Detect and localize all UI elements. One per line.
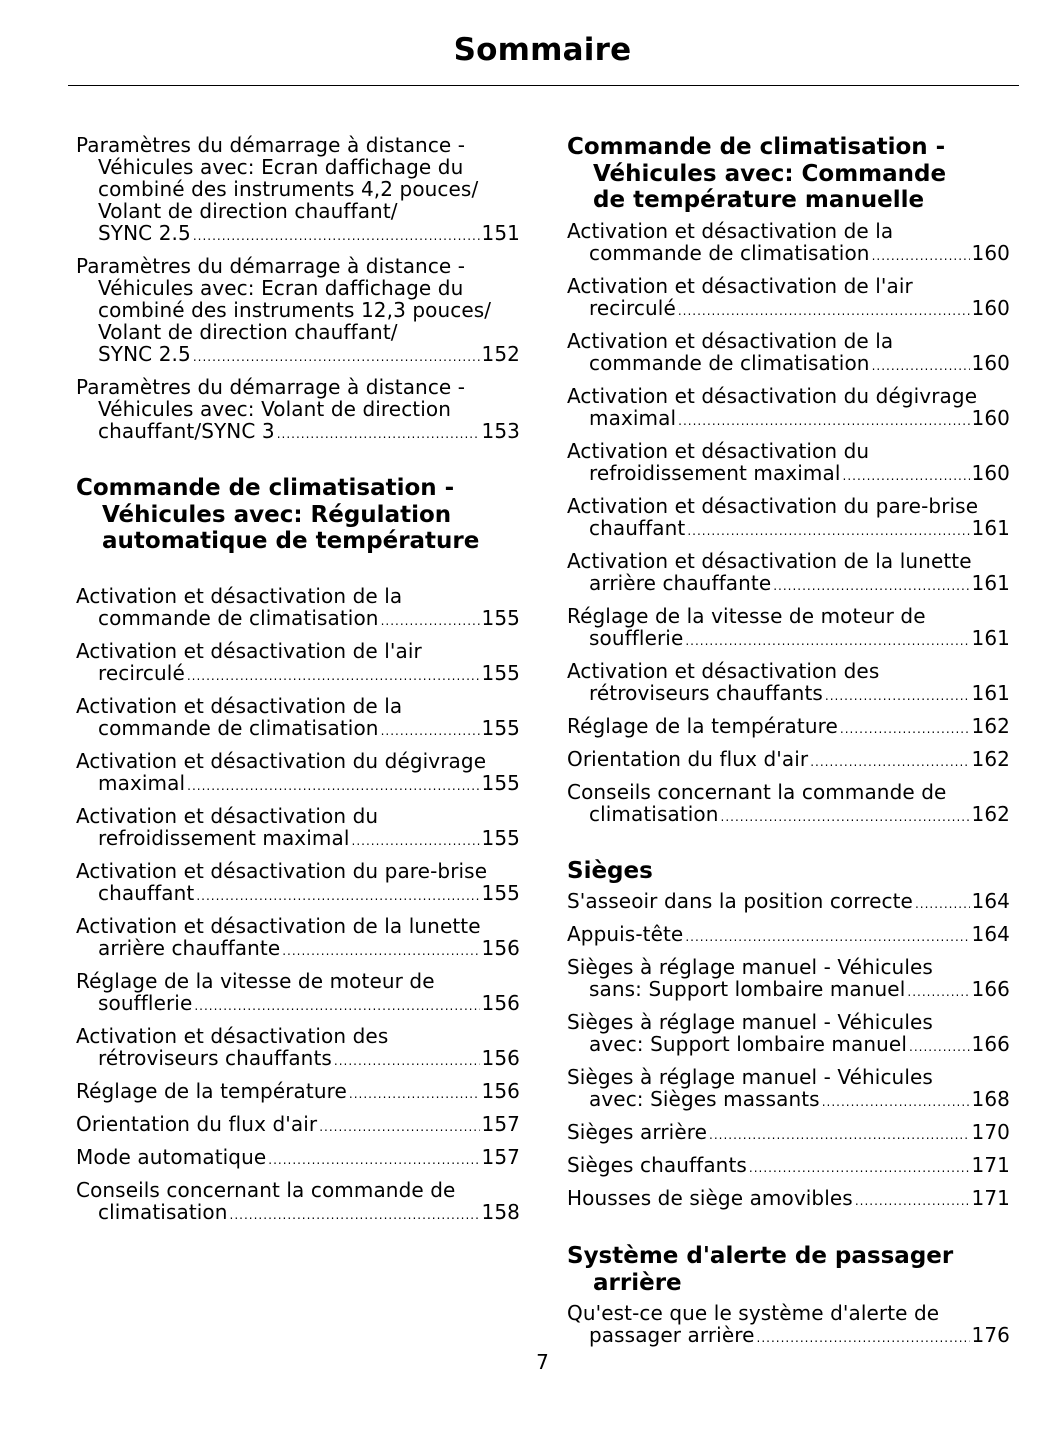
toc-entry[interactable] <box>76 750 520 797</box>
toc-entry-text: soufflerie <box>98 990 193 1015</box>
toc-entry-text: Sièges arrière <box>567 1120 708 1144</box>
toc-entry-text: chauffant <box>589 515 686 540</box>
dot-leader <box>810 751 969 773</box>
toc-page-number: 151 <box>481 221 520 245</box>
toc-page-number: 155 <box>481 715 520 740</box>
dot-leader <box>822 1091 970 1113</box>
toc-page-number: 156 <box>481 990 520 1015</box>
toc-page-number: 171 <box>971 1153 1010 1177</box>
toc-entry[interactable] <box>567 890 1010 915</box>
dot-leader <box>709 1124 969 1146</box>
toc-entry[interactable] <box>567 923 1010 948</box>
toc-entry-text: Sièges à réglage manuel - Véhicules <box>567 955 933 979</box>
toc-entry-text: Volant de direction chauffant/ <box>98 199 398 223</box>
toc-page-number: 166 <box>971 977 1010 1001</box>
toc-group-climate-auto <box>76 585 520 1226</box>
toc-entry-text: Activation et désactivation de la lunette <box>567 548 972 573</box>
toc-entry[interactable] <box>567 1154 1010 1179</box>
toc-entry-text: Activation et désactivation de la <box>76 583 403 608</box>
toc-entry[interactable] <box>567 330 1010 377</box>
dot-leader <box>268 1149 479 1171</box>
toc-page-number: 162 <box>971 746 1010 771</box>
section-heading-line: Commande de climatisation - <box>76 475 455 501</box>
toc-entry-text: Sièges chauffants <box>567 1153 747 1177</box>
dot-leader <box>685 630 969 652</box>
dot-leader <box>334 1050 480 1072</box>
section-heading-seats <box>567 858 1010 885</box>
toc-entry[interactable] <box>567 781 1010 828</box>
toc-entry[interactable] <box>567 275 1010 322</box>
spacer <box>76 453 520 475</box>
toc-column-left <box>76 134 520 1234</box>
toc-entry[interactable] <box>567 220 1010 267</box>
toc-entry-text: sans: Support lombaire manuel <box>589 977 906 1001</box>
toc-page-number: 155 <box>481 880 520 905</box>
dot-leader <box>855 1190 970 1212</box>
toc-entry-text: S'asseoir dans la position correcte <box>567 889 913 913</box>
toc-entry-text: arrière chauffante <box>589 570 772 595</box>
toc-entry[interactable] <box>76 134 520 247</box>
toc-entry[interactable] <box>76 970 520 1017</box>
toc-entry-text: rétroviseurs chauffants <box>589 680 823 705</box>
section-heading-line: de température manuelle <box>593 187 925 213</box>
toc-entry-text: refroidissement maximal <box>98 825 350 850</box>
toc-page-number: 156 <box>481 935 520 960</box>
toc-entry-text: Paramètres du démarrage à distance - <box>76 375 466 399</box>
toc-entry-text: Activation et désactivation du dégivrage <box>76 748 487 773</box>
dot-leader <box>721 806 970 828</box>
toc-entry-text: rétroviseurs chauffants <box>98 1045 332 1070</box>
toc-entry[interactable] <box>76 376 520 445</box>
toc-entry[interactable] <box>567 1011 1010 1058</box>
toc-entry-text: Activation et désactivation du pare-brise <box>567 493 979 518</box>
toc-entry-text: Véhicules avec: Volant de direction <box>98 397 452 421</box>
toc-entry[interactable] <box>567 550 1010 597</box>
toc-entry-text: Sièges à réglage manuel - Véhicules <box>567 1010 933 1034</box>
toc-entry-text: Réglage de la vitesse de moteur de <box>76 968 435 993</box>
toc-page-number: 157 <box>481 1111 520 1136</box>
toc-entry-text: SYNC 2.5 <box>98 221 191 245</box>
dot-leader <box>907 981 969 1003</box>
toc-entry-text: Sièges à réglage manuel - Véhicules <box>567 1065 933 1089</box>
toc-entry-text: Appuis-tête <box>567 922 684 946</box>
toc-entry-text: commande de climatisation <box>589 240 870 265</box>
dot-leader <box>187 775 479 797</box>
toc-page-number: 152 <box>481 342 520 366</box>
toc-group-seats <box>567 890 1010 1212</box>
toc-page-number: 160 <box>971 295 1010 320</box>
toc-entry-text: Véhicules avec: Ecran daffichage du <box>98 276 464 300</box>
toc-entry-text: commande de climatisation <box>589 350 870 375</box>
toc-entry-text: Housses de siège amovibles <box>567 1186 853 1210</box>
toc-entry-text: maximal <box>98 770 186 795</box>
dot-leader <box>193 346 480 368</box>
toc-entry[interactable] <box>567 440 1010 487</box>
toc-entry[interactable] <box>567 1302 1010 1349</box>
page-title: Sommaire <box>453 32 632 68</box>
toc-entry[interactable] <box>76 915 520 962</box>
toc-entry-text: combiné des instruments 4,2 pouces/ <box>98 177 479 201</box>
toc-entry[interactable] <box>567 715 1010 740</box>
toc-entry-text: Activation et désactivation de la <box>567 218 894 243</box>
toc-entry[interactable] <box>76 640 520 687</box>
toc-entry-text: SYNC 2.5 <box>98 342 191 366</box>
toc-entry-text: chauffant <box>98 880 195 905</box>
toc-entry[interactable] <box>567 1066 1010 1113</box>
section-heading-line: Véhicules avec: Régulation <box>102 501 452 528</box>
toc-entry[interactable] <box>76 1080 520 1105</box>
toc-entry-text: Paramètres du démarrage à distance - <box>76 133 466 157</box>
toc-entry-text: Activation et désactivation de la lunette <box>76 913 481 938</box>
dot-leader <box>194 995 479 1017</box>
section-heading-line: Véhicules avec: Commande <box>593 160 947 187</box>
dot-leader <box>749 1157 970 1179</box>
toc-entry[interactable] <box>76 585 520 632</box>
dot-leader <box>277 423 480 445</box>
toc-entry-text: soufflerie <box>589 625 684 650</box>
toc-entry[interactable] <box>567 385 1010 432</box>
toc-entry-text: Volant de direction chauffant/ <box>98 320 398 344</box>
toc-page-number: 155 <box>481 825 520 850</box>
dot-leader <box>230 1204 480 1226</box>
toc-entry-text: climatisation <box>98 1199 228 1224</box>
section-heading-rear-alert <box>567 1243 1010 1296</box>
toc-entry[interactable] <box>567 605 1010 652</box>
toc-entry-text: avec: Support lombaire manuel <box>589 1032 907 1056</box>
toc-entry-text: Activation et désactivation du dégivrage <box>567 383 978 408</box>
dot-leader <box>685 926 969 948</box>
toc-entry-text: Activation et désactivation du <box>76 803 379 828</box>
toc-page-number: 162 <box>971 713 1010 738</box>
dot-leader <box>825 685 970 707</box>
toc-page-number: 160 <box>971 405 1010 430</box>
toc-entry-text: commande de climatisation <box>98 715 379 740</box>
toc-entry-text: Activation et désactivation du <box>567 438 870 463</box>
toc-page-number: 158 <box>481 1199 520 1224</box>
toc-entry-text: Activation et désactivation de la <box>567 328 894 353</box>
toc-entry-text: Paramètres du démarrage à distance - <box>76 254 466 278</box>
dot-leader <box>872 245 970 267</box>
dot-leader <box>915 893 970 915</box>
dot-leader <box>678 410 969 432</box>
toc-entry[interactable] <box>76 860 520 907</box>
toc-entry-text: recirculé <box>589 295 676 320</box>
toc-group-climate-manual <box>567 220 1010 828</box>
dot-leader <box>319 1116 479 1138</box>
toc-entry-text: Mode automatique <box>76 1144 267 1169</box>
toc-entry-text: recirculé <box>98 660 185 685</box>
toc-entry[interactable] <box>567 1121 1010 1146</box>
toc-entry-text: Réglage de la vitesse de moteur de <box>567 603 926 628</box>
section-heading-climate-auto <box>76 475 520 555</box>
toc-page-number: 153 <box>481 419 520 443</box>
toc-entry-text: chauffant/SYNC 3 <box>98 419 275 443</box>
toc-page-number: 156 <box>481 1078 520 1103</box>
dot-leader <box>687 520 969 542</box>
toc-entry[interactable] <box>567 495 1010 542</box>
toc-entry-text: passager arrière <box>589 1323 755 1347</box>
toc-page-number: 166 <box>971 1032 1010 1056</box>
dot-leader <box>840 718 970 740</box>
toc-page-number: 160 <box>971 350 1010 375</box>
toc-page-number: 155 <box>481 605 520 630</box>
toc-page-number: 162 <box>971 801 1010 826</box>
toc-entry-text: Conseils concernant la commande de <box>567 779 947 804</box>
toc-entry-text: Réglage de la température <box>567 713 838 738</box>
dot-leader <box>843 465 970 487</box>
dot-leader <box>187 665 480 687</box>
toc-entry-text: arrière chauffante <box>98 935 281 960</box>
toc-entry-text: Orientation du flux d'air <box>567 746 809 771</box>
dot-leader <box>352 830 480 852</box>
toc-entry[interactable] <box>76 255 520 368</box>
toc-entry[interactable] <box>567 748 1010 773</box>
toc-entry-text: Orientation du flux d'air <box>76 1111 318 1136</box>
dot-leader <box>282 940 479 962</box>
toc-group-rear-alert <box>567 1302 1010 1349</box>
page-number: 7 <box>536 1350 549 1374</box>
section-heading-line: Commande de climatisation - <box>567 134 946 160</box>
toc-entry-text: Véhicules avec: Ecran daffichage du <box>98 155 464 179</box>
toc-entry-text: combiné des instruments 12,3 pouces/ <box>98 298 492 322</box>
dot-leader <box>757 1327 970 1349</box>
toc-group-remote-start <box>76 134 520 445</box>
dot-leader <box>872 355 970 377</box>
toc-page-number: 160 <box>971 460 1010 485</box>
dot-leader <box>193 225 480 247</box>
toc-page-number: 168 <box>971 1087 1010 1111</box>
toc-entry[interactable] <box>567 956 1010 1003</box>
toc-page-number: 164 <box>971 922 1010 946</box>
toc-entry[interactable] <box>567 660 1010 707</box>
toc-entry-text: Activation et désactivation de la <box>76 693 403 718</box>
toc-page-number: 155 <box>481 660 520 685</box>
toc-entry-text: Réglage de la température <box>76 1078 347 1103</box>
toc-page-number: 156 <box>481 1045 520 1070</box>
toc-entry[interactable] <box>76 1146 520 1171</box>
toc-page-number: 155 <box>481 770 520 795</box>
toc-entry-text: maximal <box>589 405 677 430</box>
toc-column-right <box>567 134 1010 1357</box>
dot-leader <box>196 885 479 907</box>
toc-entry[interactable] <box>76 1113 520 1138</box>
toc-page-number: 171 <box>971 1186 1010 1210</box>
toc-page-number: 161 <box>971 680 1010 705</box>
spacer <box>567 1220 1010 1243</box>
toc-page-number: 161 <box>971 625 1010 650</box>
section-heading-line: arrière <box>593 1269 682 1296</box>
toc-page-number: 170 <box>971 1120 1010 1144</box>
toc-entry[interactable] <box>76 1179 520 1226</box>
dot-leader <box>349 1083 480 1105</box>
section-heading-line: automatique de température <box>102 528 480 554</box>
title-divider <box>68 85 1019 86</box>
toc-page-number: 161 <box>971 570 1010 595</box>
spacer <box>76 555 520 585</box>
toc-entry-text: Activation et désactivation du pare-brise <box>76 858 488 883</box>
toc-entry-text: climatisation <box>589 801 719 826</box>
toc-entry-text: avec: Sièges massants <box>589 1087 820 1111</box>
toc-page-number: 157 <box>481 1144 520 1169</box>
dot-leader <box>678 300 970 322</box>
section-heading-line: Sièges <box>567 857 653 884</box>
toc-entry-text: refroidissement maximal <box>589 460 841 485</box>
toc-entry-text: Qu'est-ce que le système d'alerte de <box>567 1301 940 1325</box>
toc-page-number: 161 <box>971 515 1010 540</box>
dot-leader <box>381 720 480 742</box>
toc-entry[interactable] <box>76 695 520 742</box>
toc-entry-text: Conseils concernant la commande de <box>76 1177 456 1202</box>
toc-entry[interactable] <box>567 1187 1010 1212</box>
dot-leader <box>909 1036 970 1058</box>
dot-leader <box>381 610 480 632</box>
spacer <box>567 836 1010 858</box>
toc-entry-text: Activation et désactivation de l'air <box>76 638 422 663</box>
toc-entry-text: Activation et désactivation des <box>76 1023 389 1048</box>
toc-page-number: 160 <box>971 240 1010 265</box>
section-heading-line: Système d'alerte de passager <box>567 1243 954 1269</box>
toc-entry-text: Activation et désactivation de l'air <box>567 273 913 298</box>
toc-entry[interactable] <box>76 1025 520 1072</box>
dot-leader <box>773 575 969 597</box>
toc-entry[interactable] <box>76 805 520 852</box>
toc-page-number: 164 <box>971 889 1010 913</box>
toc-entry-text: Activation et désactivation des <box>567 658 880 683</box>
toc-entry-text: commande de climatisation <box>98 605 379 630</box>
section-heading-climate-manual <box>567 134 1010 214</box>
toc-page-number: 176 <box>971 1323 1010 1347</box>
